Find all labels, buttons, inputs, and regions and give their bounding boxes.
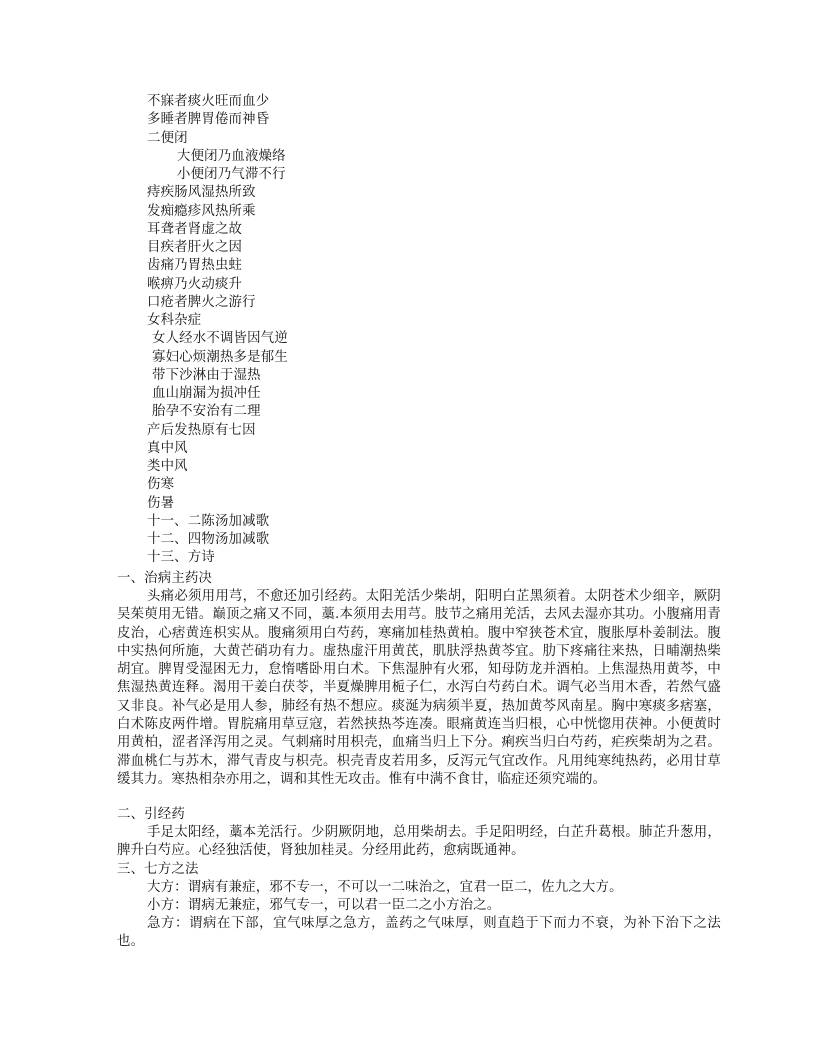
list-item: 发痴瘾疹风热所乘 (147, 203, 256, 219)
list-item: 喉痹乃火动痰升 (147, 276, 243, 292)
list-item: 耳聋者肾虚之故 (147, 221, 243, 237)
list-item: 目疾者肝火之因 (147, 240, 243, 255)
list-item: 小便闭乃气滞不行 (177, 167, 286, 182)
list-item: 产后发热原有七因 (147, 422, 256, 438)
list-item: 胎孕不安治有二理 (152, 404, 261, 420)
list-item: 齿痛乃胃热虫蛀 (147, 258, 243, 274)
list-item: 口疮者脾火之游行 (147, 294, 256, 310)
section-3-paragraph-3: 急方：谓病在下部，宜气味厚之急方，盖药之气味厚，则直趋于下而力不衰，为补下治下之法也。 (117, 916, 721, 950)
section-3-paragraph-1: 大方：谓病有兼症，邪不专一，不可以一二味治之，宜君一臣二，佐九之大方。 (147, 880, 623, 895)
list-item: 十一、二陈汤加减歌 (147, 513, 270, 529)
list-item: 女科杂症 (147, 313, 202, 328)
list-item: 痔疾肠风湿热所致 (147, 185, 256, 201)
section-1-paragraph: 头痛必须用用芎，不愈还加引经药。太阳羌活少柴胡，阳明白芷黑须着。太阴苍术少细辛，厥阴吴茱萸用无错。巅顶之痛又不同，藁.本须用去用芎。肢节之痛用羌活，去风去湿亦其功。小腹痛用青皮治，心痞黄连枳实从。腹痛须用白芍药，寒痛加桂热黄柏。腹中窄狭苍术宜，腹胀厚朴姜制法。腹中实热何所施，大黄芒硝功有力。虚热虚汗用黄芪，肌肤浮热黄芩宜。肋下疼痛往来热，日晡潮热柴胡宜。脾胃受湿困无力，怠惰嗜卧用白术。下焦湿肿有火邪，知母防龙并酒柏。上焦湿热用黄芩，中焦湿热黄连释。渴用干姜白茯苓，半夏燥脾用栀子仁，水泻白芍药白术。调气必当用木香，若然气盛又非良。补气必是用人参，肺经有热不想应。痰涎为病须半夏，热加黄芩风南星。胸中寒痰多痞塞，白术陈皮两件增。胃脘痛用草豆寇，若然挟热芩连凑。眼痛黄连当归根，心中恍惚用茯神。小便黄时用黄柏，涩者泽泻用之灵。气刺痛时用枳壳，血痛当归上下分。痢疾当归白芍药，疟疾柴胡为之君。滞血桃仁与苏木，滞气青皮与枳壳。枳壳青皮若用多，反泻元气宜改作。凡用纯寒纯热药，必用甘草缓其力。寒热相杂亦用之，调和其性无攻击。惟有中满不食甘，临症还须究端的。 (117, 589, 721, 787)
list-item: 真中风 (147, 440, 188, 456)
list-item: 寡妇心烦潮热多是郁生 (152, 349, 288, 365)
list-item: 血山崩漏为损冲任 (152, 386, 261, 401)
list-item: 十三、方诗 (147, 550, 215, 566)
section-heading-1: 一、治病主药决 (117, 571, 213, 586)
list-item: 伤寒 (147, 477, 175, 493)
list-item: 女人经水不调皆因气逆 (152, 331, 288, 347)
list-item: 不寐者痰火旺而血少 (147, 94, 270, 109)
section-heading-3: 三、七方之法 (117, 862, 199, 877)
list-item: 伤暑 (147, 495, 175, 511)
list-item: 二便闭 (147, 130, 188, 146)
section-heading-2: 二、引经药 (117, 807, 185, 822)
section-3-paragraph-2: 小方：谓病无兼症，邪气专一，可以君一臣二之小方治之。 (147, 898, 501, 913)
section-2-paragraph: 手足太阳经，藁本羌活行。少阴厥阴地，总用柴胡去。手足阳明经，白芷升葛根。肺芷升葱用，脾升白芍应。心经独活使，肾独加桂灵。分经用此药，愈病既通神。 (117, 825, 721, 859)
list-item: 带下沙淋由于湿热 (152, 367, 261, 383)
list-item: 多睡者脾胃倦而神昏 (147, 112, 270, 128)
list-item: 十二、四物汤加减歌 (147, 532, 270, 547)
list-item: 类中风 (147, 459, 188, 474)
list-item: 大便闭乃血液燥络 (177, 148, 286, 164)
